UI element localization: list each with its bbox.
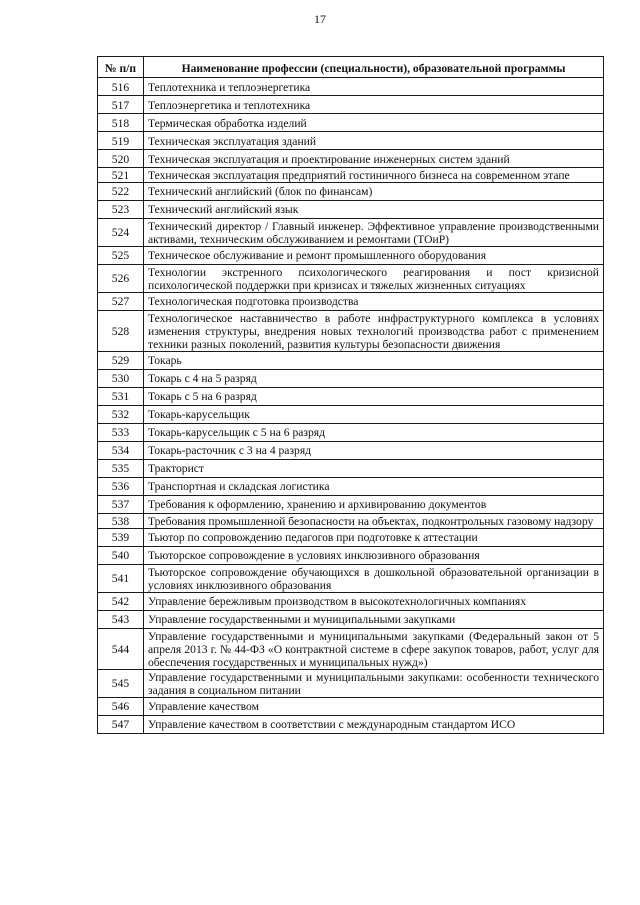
table-row <box>98 441 604 459</box>
table-row <box>98 264 604 292</box>
row-profession-name: Техническая эксплуатация зданий <box>144 132 604 150</box>
table-row <box>98 628 604 669</box>
row-profession-name: Технологическая подготовка производства <box>144 292 604 310</box>
table-row <box>98 592 604 610</box>
row-number: 530 <box>98 369 144 387</box>
row-number: 546 <box>98 697 144 715</box>
table-row <box>98 405 604 423</box>
row-number: 524 <box>98 218 144 246</box>
row-profession-name: Тьютор по сопровождению педагогов при подготовке к аттестации <box>144 528 604 546</box>
header-number: № п/п <box>98 57 144 78</box>
table-row <box>98 182 604 200</box>
row-profession-name: Управление качеством <box>144 697 604 715</box>
row-number: 542 <box>98 592 144 610</box>
row-profession-name: Требования промышленной безопасности на объектах, подконтрольных газовому надзору <box>144 513 604 528</box>
row-number: 518 <box>98 114 144 132</box>
table-row <box>98 246 604 264</box>
row-number: 526 <box>98 264 144 292</box>
row-profession-name: Токарь-карусельщик с 5 на 6 разряд <box>144 423 604 441</box>
row-number: 532 <box>98 405 144 423</box>
table-row <box>98 564 604 592</box>
table-row <box>98 495 604 513</box>
row-profession-name: Теплоэнергетика и теплотехника <box>144 96 604 114</box>
row-profession-name: Транспортная и складская логистика <box>144 477 604 495</box>
row-profession-name: Техническая эксплуатация предприятий гостиничного бизнеса на современном этапе <box>144 168 604 183</box>
table-row <box>98 528 604 546</box>
table-row <box>98 477 604 495</box>
row-profession-name: Управление качеством в соответствии с международным стандартом ИСО <box>144 715 604 733</box>
row-number: 522 <box>98 182 144 200</box>
row-number: 519 <box>98 132 144 150</box>
row-number: 534 <box>98 441 144 459</box>
row-profession-name: Токарь с 5 на 6 разряд <box>144 387 604 405</box>
row-number: 520 <box>98 150 144 168</box>
header-name: Наименование профессии (специальности), образовательной программы <box>144 57 604 78</box>
row-profession-name: Технологическое наставничество в работе инфраструктурного комплекса в условиях изменения структуры, внедрения новых технологий производства работ с применением техники разных поколений, развития культуры безопасности движения <box>144 310 604 351</box>
row-profession-name: Токарь-карусельщик <box>144 405 604 423</box>
table-row <box>98 310 604 351</box>
row-profession-name: Теплотехника и теплоэнергетика <box>144 78 604 96</box>
row-number: 544 <box>98 628 144 669</box>
row-number: 538 <box>98 513 144 528</box>
table-row <box>98 168 604 183</box>
table-header-row <box>98 57 604 78</box>
professions-table <box>97 56 604 734</box>
table-row <box>98 351 604 369</box>
table-row <box>98 610 604 628</box>
row-profession-name: Технический английский (блок по финансам) <box>144 182 604 200</box>
row-number: 537 <box>98 495 144 513</box>
row-number: 528 <box>98 310 144 351</box>
row-profession-name: Технический директор / Главный инженер. Эффективное управление производственными активами, техническим обслуживанием и ремонтами (ТОиР) <box>144 218 604 246</box>
row-profession-name: Управление государственными и муниципальными закупками: особенности технического задания в социальном питании <box>144 669 604 697</box>
table-row <box>98 132 604 150</box>
table-row <box>98 78 604 96</box>
row-number: 527 <box>98 292 144 310</box>
row-profession-name: Токарь-расточник с 3 на 4 разряд <box>144 441 604 459</box>
table-row <box>98 423 604 441</box>
row-number: 540 <box>98 546 144 564</box>
row-number: 531 <box>98 387 144 405</box>
row-number: 535 <box>98 459 144 477</box>
row-number: 541 <box>98 564 144 592</box>
row-profession-name: Управление государственными и муниципальными закупками <box>144 610 604 628</box>
row-profession-name: Тьюторское сопровождение обучающихся в дошкольной образовательной организации в условиях инклюзивного образования <box>144 564 604 592</box>
row-number: 547 <box>98 715 144 733</box>
row-number: 529 <box>98 351 144 369</box>
row-profession-name: Техническое обслуживание и ремонт промышленного оборудования <box>144 246 604 264</box>
row-profession-name: Технический английский язык <box>144 200 604 218</box>
row-number: 525 <box>98 246 144 264</box>
row-number: 517 <box>98 96 144 114</box>
row-profession-name: Требования к оформлению, хранению и архивированию документов <box>144 495 604 513</box>
row-profession-name: Токарь <box>144 351 604 369</box>
table-row <box>98 150 604 168</box>
row-profession-name: Техническая эксплуатация и проектирование инженерных систем зданий <box>144 150 604 168</box>
table-row <box>98 292 604 310</box>
row-profession-name: Управление государственными и муниципальными закупками (Федеральный закон от 5 апреля 2013 г. № 44-ФЗ «О контрактной системе в сфере закупок товаров, работ, услуг для обеспечения государственных и муниципальных нужд») <box>144 628 604 669</box>
table-row <box>98 369 604 387</box>
table-row <box>98 669 604 697</box>
page-number: 17 <box>314 12 326 26</box>
row-profession-name: Технологии экстренного психологического реагирования и пост кризисной психологической поддержки при кризисах и тяжелых жизненных ситуациях <box>144 264 604 292</box>
table-row <box>98 697 604 715</box>
row-number: 536 <box>98 477 144 495</box>
row-number: 521 <box>98 168 144 183</box>
row-profession-name: Термическая обработка изделий <box>144 114 604 132</box>
table-row <box>98 715 604 733</box>
table-row <box>98 96 604 114</box>
row-profession-name: Управление бережливым производством в высокотехнологичных компаниях <box>144 592 604 610</box>
table-row <box>98 218 604 246</box>
table-row <box>98 200 604 218</box>
table-row <box>98 513 604 528</box>
row-profession-name: Тьюторское сопровождение в условиях инклюзивного образования <box>144 546 604 564</box>
table-row <box>98 114 604 132</box>
row-number: 516 <box>98 78 144 96</box>
row-profession-name: Тракторист <box>144 459 604 477</box>
row-number: 523 <box>98 200 144 218</box>
row-profession-name: Токарь с 4 на 5 разряд <box>144 369 604 387</box>
row-number: 545 <box>98 669 144 697</box>
row-number: 533 <box>98 423 144 441</box>
table-row <box>98 459 604 477</box>
table-row <box>98 546 604 564</box>
row-number: 539 <box>98 528 144 546</box>
table-body <box>98 78 604 734</box>
table-row <box>98 387 604 405</box>
row-number: 543 <box>98 610 144 628</box>
